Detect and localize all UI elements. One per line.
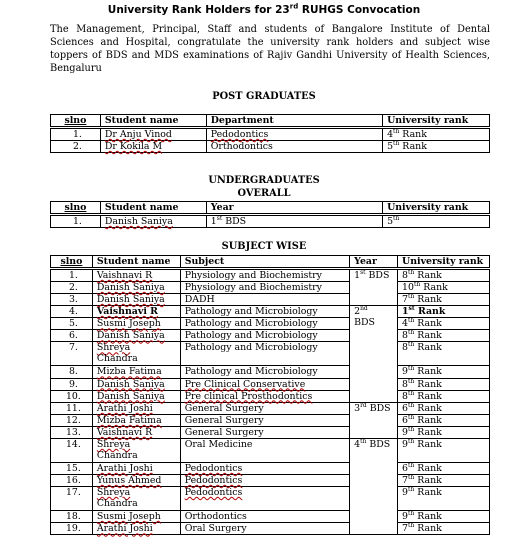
rank-cell: 9th Rank bbox=[398, 511, 490, 523]
table-row bbox=[51, 294, 490, 306]
student-name-cell: Danish Saniya bbox=[92, 294, 180, 306]
rank-cell: 5th Rank bbox=[383, 141, 490, 153]
col-header-slno: slno bbox=[51, 256, 93, 269]
col-header-subject: Subject bbox=[180, 256, 349, 269]
year-cell: 4th BDS bbox=[350, 439, 398, 535]
subject-cell: General Surgery bbox=[180, 402, 349, 414]
slno-cell: 18. bbox=[51, 511, 93, 523]
year-cell: 1st BDS bbox=[206, 215, 382, 228]
undergraduates-overall-table bbox=[50, 201, 490, 228]
subject-cell: General Surgery bbox=[180, 414, 349, 426]
student-name-cell: Vaishnavi R bbox=[92, 269, 180, 282]
subject-wise-table bbox=[50, 255, 490, 535]
col-header-department: Department bbox=[206, 115, 382, 128]
rank-cell: 6th Rank bbox=[398, 402, 490, 414]
rank-cell: 6th Rank bbox=[398, 463, 490, 475]
table-row bbox=[51, 426, 490, 438]
rank-cell: 4th Rank bbox=[398, 318, 490, 330]
slno-cell: 14. bbox=[51, 439, 93, 463]
col-header-slno: slno bbox=[51, 115, 101, 128]
student-name-cell: Dr Kokila M bbox=[100, 141, 206, 153]
col-header-year: Year bbox=[206, 202, 382, 215]
col-header-student-name: Student name bbox=[100, 202, 206, 215]
slno-cell: 1. bbox=[51, 128, 101, 141]
table-row bbox=[51, 463, 490, 475]
slno-cell: 8. bbox=[51, 366, 93, 378]
subject-cell: Pedodontics bbox=[180, 487, 349, 511]
table-row bbox=[51, 342, 490, 366]
col-header-student-name: Student name bbox=[100, 115, 206, 128]
table-row bbox=[51, 511, 490, 523]
slno-cell: 5. bbox=[51, 318, 93, 330]
table-row bbox=[51, 378, 490, 390]
slno-cell: 15. bbox=[51, 463, 93, 475]
student-name-cell: Danish Saniya bbox=[92, 378, 180, 390]
slno-cell: 10. bbox=[51, 390, 93, 402]
overall-subheading: OVERALL bbox=[237, 188, 291, 199]
subject-cell: Pathology and Microbiology bbox=[180, 318, 349, 330]
rank-cell: 8th Rank bbox=[398, 378, 490, 390]
year-cell: 1st BDS bbox=[350, 269, 398, 306]
table-header-row bbox=[51, 115, 490, 128]
slno-cell: 13. bbox=[51, 426, 93, 438]
rank-cell: 1st Rank bbox=[398, 306, 490, 318]
rank-cell: 5th bbox=[383, 215, 490, 228]
student-name-cell: Danish Saniya bbox=[92, 330, 180, 342]
student-name-cell: Shreya Chandra bbox=[92, 439, 180, 463]
table-row bbox=[51, 215, 490, 228]
table-row bbox=[51, 269, 490, 282]
rank-cell: 8th Rank bbox=[398, 390, 490, 402]
slno-cell: 1. bbox=[51, 215, 101, 228]
table-row bbox=[51, 414, 490, 426]
table-row bbox=[51, 487, 490, 511]
student-name-cell: Danish Saniya bbox=[92, 390, 180, 402]
subject-cell: Pathology and Microbiology bbox=[180, 306, 349, 318]
student-name-cell: Susmi Joseph bbox=[92, 318, 180, 330]
page-title: University Rank Holders for 23rd RUHGS Convocation bbox=[107, 2, 421, 16]
intro-paragraph: The Management, Principal, Staff and students of Bangalore Institute of Dental Sciences and Hospital, congratulate the university rank holders and subject wise toppers of BDS and MDS examinations of Rajiv Gandhi University of Health Sciences, Bengaluru bbox=[50, 24, 490, 74]
slno-cell: 2. bbox=[51, 282, 93, 294]
subject-cell: DADH bbox=[180, 294, 349, 306]
subject-cell: Pathology and Microbiology bbox=[180, 366, 349, 378]
col-header-university-rank: University rank bbox=[383, 202, 490, 215]
rank-cell: 8th Rank bbox=[398, 342, 490, 366]
student-name-cell: Mizba Fatima bbox=[92, 414, 180, 426]
subject-cell: Orthodontics bbox=[180, 511, 349, 523]
rank-cell: 9th Rank bbox=[398, 487, 490, 511]
rank-cell: 7th Rank bbox=[398, 294, 490, 306]
subject-cell: Oral Surgery bbox=[180, 523, 349, 535]
student-name-cell: Shreya Chandra bbox=[92, 487, 180, 511]
rank-cell: 9th Rank bbox=[398, 439, 490, 463]
department-cell: Orthodontics bbox=[206, 141, 382, 153]
slno-cell: 17. bbox=[51, 487, 93, 511]
table-header-row bbox=[51, 256, 490, 269]
student-name-cell: Vaishnavi R bbox=[92, 306, 180, 318]
rank-cell: 9th Rank bbox=[398, 366, 490, 378]
col-header-year: Year bbox=[350, 256, 398, 269]
table-row bbox=[51, 141, 490, 153]
rank-cell: 6th Rank bbox=[398, 414, 490, 426]
department-cell: Pedodontics bbox=[206, 128, 382, 141]
slno-cell: 12. bbox=[51, 414, 93, 426]
table-row bbox=[51, 128, 490, 141]
slno-cell: 19. bbox=[51, 523, 93, 535]
student-name-cell: Shreya Chandra bbox=[92, 342, 180, 366]
subject-cell: Oral Medicine bbox=[180, 439, 349, 463]
post-graduates-heading: POST GRADUATES bbox=[212, 91, 316, 102]
table-row bbox=[51, 330, 490, 342]
rank-cell: 10th Rank bbox=[398, 282, 490, 294]
col-header-slno: slno bbox=[51, 202, 101, 215]
slno-cell: 11. bbox=[51, 402, 93, 414]
student-name-cell: Arathi Joshi bbox=[92, 523, 180, 535]
year-cell: 3rd BDS bbox=[350, 402, 398, 438]
student-name-cell: Dr Anju Vinod bbox=[100, 128, 206, 141]
subject-cell: Pedodontics bbox=[180, 463, 349, 475]
slno-cell: 2. bbox=[51, 141, 101, 153]
table-row bbox=[51, 306, 490, 318]
student-name-cell: Arathi Joshi bbox=[92, 463, 180, 475]
student-name-cell: Yunus Ahmed bbox=[92, 475, 180, 487]
rank-cell: 8th Rank bbox=[398, 330, 490, 342]
subject-cell: Physiology and Biochemistry bbox=[180, 282, 349, 294]
subject-cell: Pathology and Microbiology bbox=[180, 342, 349, 366]
year-cell: 2nd BDS bbox=[350, 306, 398, 403]
subject-cell: Pathology and Microbiology bbox=[180, 330, 349, 342]
student-name-cell: Mizba Fatima bbox=[92, 366, 180, 378]
table-row bbox=[51, 402, 490, 414]
student-name-cell: Arathi Joshi bbox=[92, 402, 180, 414]
post-graduates-table bbox=[50, 114, 490, 153]
subject-cell: Pre Clinical Conservative bbox=[180, 378, 349, 390]
slno-cell: 9. bbox=[51, 378, 93, 390]
student-name-cell: Danish Saniya bbox=[100, 215, 206, 228]
table-row bbox=[51, 282, 490, 294]
table-row bbox=[51, 318, 490, 330]
slno-cell: 16. bbox=[51, 475, 93, 487]
table-row bbox=[51, 366, 490, 378]
slno-cell: 6. bbox=[51, 330, 93, 342]
table-row bbox=[51, 439, 490, 463]
rank-cell: 8th Rank bbox=[398, 269, 490, 282]
table-row bbox=[51, 390, 490, 402]
subject-cell: General Surgery bbox=[180, 426, 349, 438]
subject-cell: Pre clinical Prosthodontics bbox=[180, 390, 349, 402]
rank-cell: 4th Rank bbox=[383, 128, 490, 141]
student-name-cell: Susmi Joseph bbox=[92, 511, 180, 523]
slno-cell: 3. bbox=[51, 294, 93, 306]
col-header-university-rank: University rank bbox=[398, 256, 490, 269]
slno-cell: 1. bbox=[51, 269, 93, 282]
subject-cell: Physiology and Biochemistry bbox=[180, 269, 349, 282]
subject-wise-heading: SUBJECT WISE bbox=[221, 241, 307, 252]
subject-cell: Pedodontics bbox=[180, 475, 349, 487]
table-row bbox=[51, 475, 490, 487]
rank-cell: 9th Rank bbox=[398, 426, 490, 438]
slno-cell: 7. bbox=[51, 342, 93, 366]
undergraduates-heading: UNDERGRADUATES bbox=[208, 175, 320, 186]
table-header-row bbox=[51, 202, 490, 215]
student-name-cell: Danish Saniya bbox=[92, 282, 180, 294]
col-header-student-name: Student name bbox=[92, 256, 180, 269]
slno-cell: 4. bbox=[51, 306, 93, 318]
rank-cell: 7th Rank bbox=[398, 475, 490, 487]
col-header-university-rank: University rank bbox=[383, 115, 490, 128]
rank-cell: 7th Rank bbox=[398, 523, 490, 535]
student-name-cell: Vaishnavi R bbox=[92, 426, 180, 438]
table-row bbox=[51, 523, 490, 535]
